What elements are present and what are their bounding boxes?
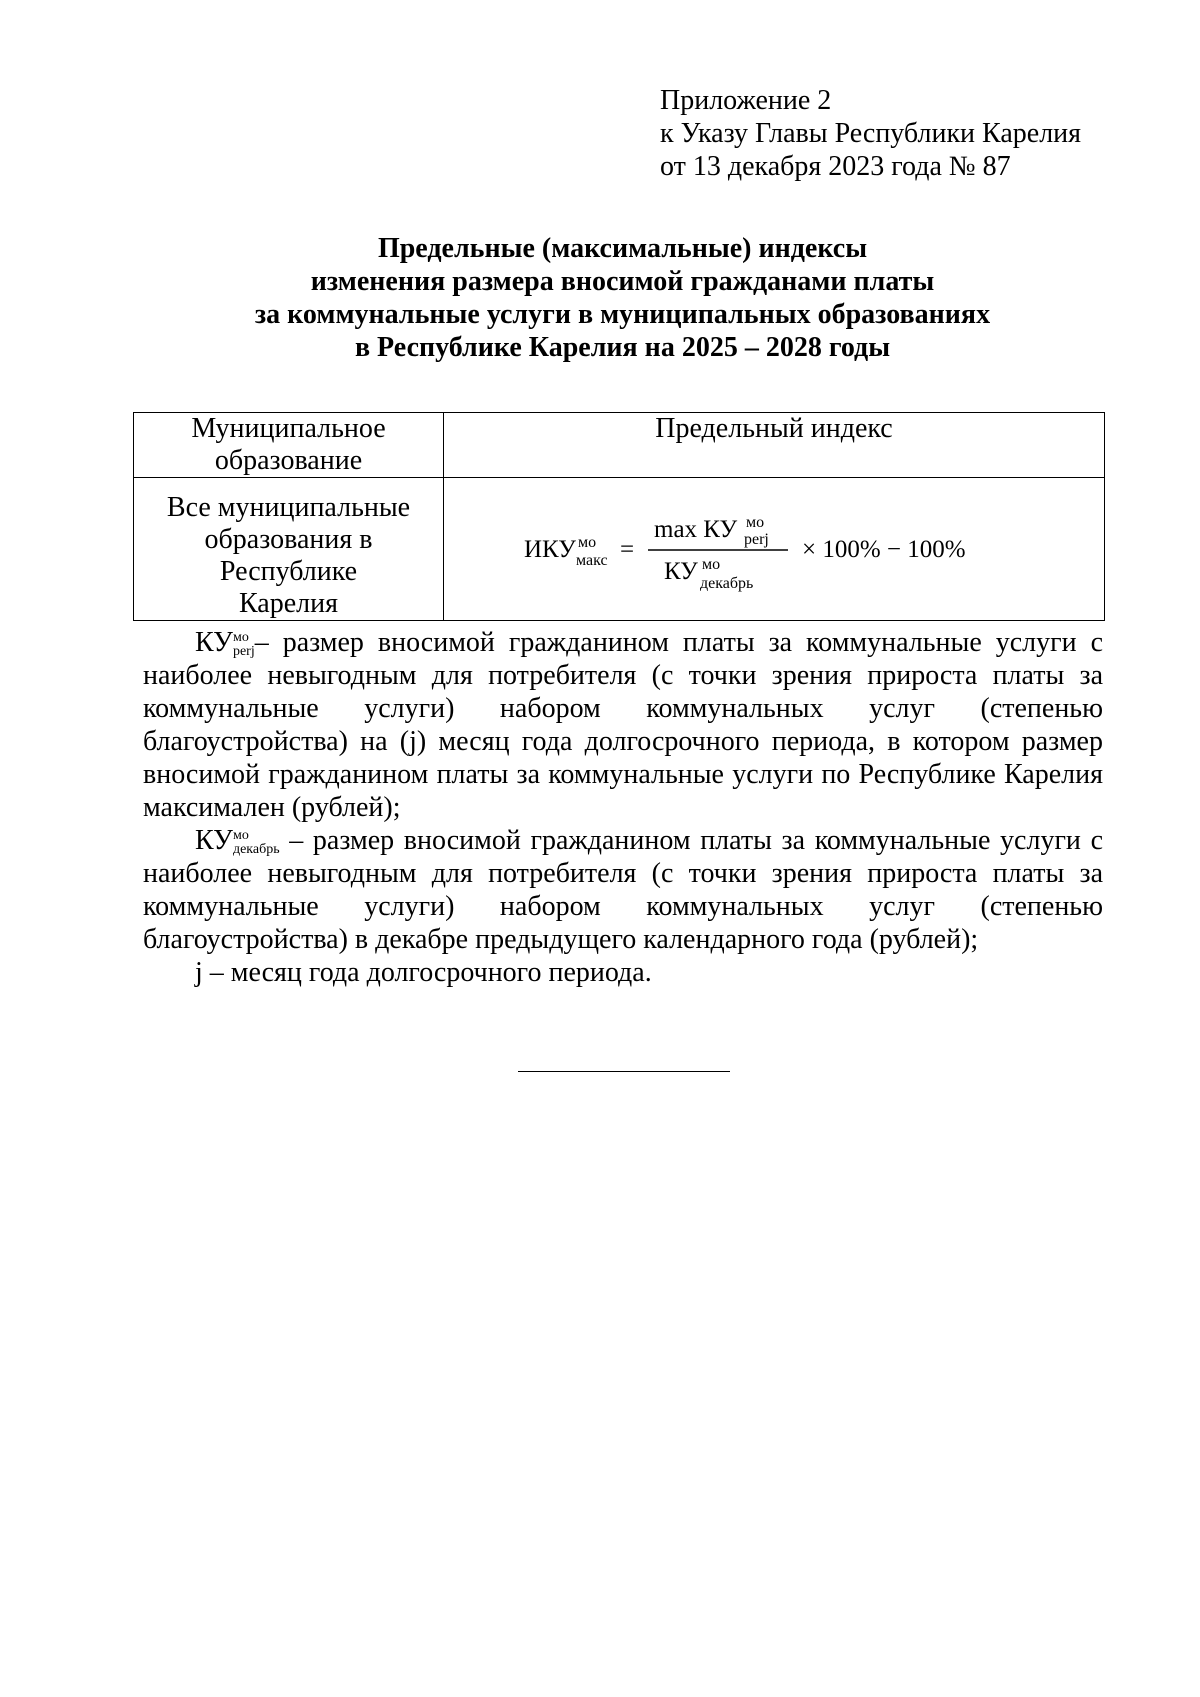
cell-municipality — [134, 478, 444, 621]
cell-municipality-line-1: Все муниципальные — [166, 492, 411, 523]
formula-lhs: ИКУ — [524, 536, 576, 563]
document-title — [0, 232, 1200, 364]
def2-symbol: КУ — [195, 825, 233, 856]
formula-equals: = — [620, 536, 635, 563]
definition-1 — [143, 626, 1103, 824]
table-header-row — [134, 413, 1105, 478]
cell-municipality-line-3: Карелия — [239, 588, 338, 619]
def2-sup: мо — [232, 827, 249, 843]
formula-num-sub: perj — [744, 531, 769, 548]
header-municipality-line-2: образование — [214, 445, 363, 476]
def1-sub: perj — [232, 643, 255, 659]
appendix-line-2: к Указу Главы Республики Карелия — [660, 118, 1082, 149]
header-index: Предельный индекс — [444, 413, 1105, 478]
closing-rule — [518, 1071, 730, 1072]
formula-den-sup: мо — [702, 556, 721, 573]
formula-tail: × 100% − 100% — [802, 536, 966, 563]
formula-denominator: КУ — [664, 558, 698, 585]
table-row — [134, 478, 1105, 621]
formula-num-sup: мо — [746, 514, 765, 531]
def2-indices — [233, 829, 280, 857]
def1-sup: мо — [232, 629, 249, 645]
definition-2 — [143, 824, 1103, 956]
title-line-3: за коммунальные услуги в муниципальных образованиях — [254, 299, 991, 330]
appendix-line-1: Приложение 2 — [660, 85, 832, 116]
definition-3: j – месяц года долгосрочного периода. — [195, 957, 652, 988]
title-line-4: в Республике Карелия на 2025 – 2028 годы — [354, 332, 891, 363]
def1-text: – размер вносимой гражданином платы за коммунальные услуги с наиболее невыгодным для потребителя (с точки зрения прироста платы за коммунальные услуги) набором коммунальных услуг (степенью благоустройства) на (j) месяц года долгосрочного периода, в котором размер вносимой гражданином платы за коммунальные услуги по Республике Карелия максимален (рублей); — [143, 627, 1103, 823]
formula-lhs-sub: макс — [576, 552, 608, 569]
formula-den-sub: декабрь — [700, 575, 754, 592]
def1-symbol: КУ — [195, 627, 233, 658]
index-table — [133, 412, 1105, 621]
def2-sub: декабрь — [232, 841, 280, 857]
title-line-2: изменения размера вносимой гражданами платы — [310, 266, 935, 297]
formula-numerator: max КУ — [654, 516, 738, 543]
cell-formula — [444, 478, 1105, 621]
def1-indices — [233, 631, 255, 659]
def2-text: – размер вносимой гражданином платы за коммунальные услуги с наиболее невыгодным для потребителя (с точки зрения прироста платы за коммунальные услуги) набором коммунальных услуг (степенью благоустройства) в декабре предыдущего календарного года (рублей); — [143, 825, 1103, 955]
header-municipality — [134, 413, 444, 478]
appendix-header — [660, 84, 1081, 183]
definitions — [143, 626, 1103, 989]
header-municipality-line-1: Муниципальное — [191, 413, 386, 444]
appendix-line-3: от 13 декабря 2023 года № 87 — [660, 151, 1011, 182]
cell-municipality-line-2: образования в Республике — [204, 524, 373, 587]
title-line-1: Предельные (максимальные) индексы — [377, 233, 868, 264]
index-formula — [504, 499, 1104, 599]
formula-lhs-sup: мо — [578, 534, 597, 551]
